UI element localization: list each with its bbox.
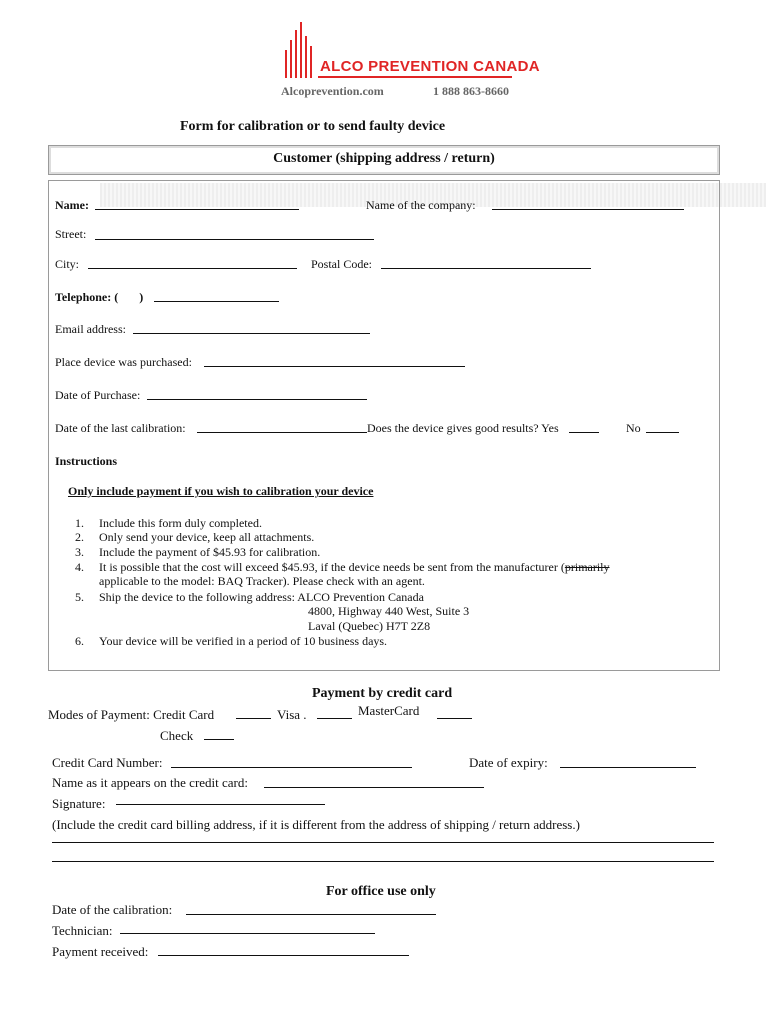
strikethrough-text: primarily: [564, 560, 610, 574]
mastercard-field[interactable]: [437, 718, 472, 719]
instruction-text-cont: applicable to the model: BAQ Tracker). Please check with an agent.: [99, 574, 425, 588]
city-label: City:: [55, 257, 80, 271]
instruction-text: [99, 560, 610, 575]
instruction-num: 3.: [75, 545, 84, 559]
calibration-date-label: Date of the calibration:: [52, 902, 173, 917]
payment-received-label: Payment received:: [52, 944, 149, 959]
signature-label: Signature:: [52, 796, 106, 811]
no-field[interactable]: [646, 432, 679, 433]
billing-address-line-1[interactable]: [52, 842, 714, 843]
company-label: Name of the company:: [366, 198, 476, 212]
payment-section-title: Payment by credit card: [312, 686, 453, 701]
expiry-field[interactable]: [560, 767, 696, 768]
expiry-label: Date of expiry:: [469, 755, 548, 770]
good-results-label: Does the device gives good results? Yes: [367, 421, 559, 435]
city-field[interactable]: [88, 268, 297, 269]
card-number-label: Credit Card Number:: [52, 755, 163, 770]
email-field[interactable]: [133, 333, 370, 334]
last-calibration-field[interactable]: [197, 432, 367, 433]
email-label: Email address:: [55, 322, 126, 336]
yes-field[interactable]: [569, 432, 599, 433]
office-section-title: For office use only: [326, 884, 436, 899]
instruction-num: 5.: [75, 590, 84, 604]
last-calibration-label: Date of the last calibration:: [55, 421, 186, 435]
website-text: Alcoprevention.com: [281, 84, 384, 98]
customer-section-title: Customer (shipping address / return): [273, 151, 495, 166]
technician-label: Technician:: [52, 923, 113, 938]
check-field[interactable]: [204, 739, 234, 740]
check-label: Check: [160, 728, 194, 743]
name-label: Name:: [55, 198, 89, 212]
mastercard-label: MasterCard: [358, 703, 420, 718]
instruction-text: Only send your device, keep all attachments.: [99, 530, 315, 544]
payment-received-field[interactable]: [158, 955, 409, 956]
street-field[interactable]: [95, 239, 374, 240]
name-field[interactable]: [95, 209, 299, 210]
no-label: No: [626, 421, 641, 435]
telephone-label: Telephone: ( ): [55, 290, 144, 304]
instruction-text: Your device will be verified in a period of 10 business days.: [99, 634, 388, 648]
customer-header-box: [48, 145, 720, 175]
visa-field[interactable]: [317, 718, 352, 719]
name-on-card-label: Name as it appears on the credit card:: [52, 775, 248, 790]
place-purchased-label: Place device was purchased:: [55, 355, 192, 369]
company-logo-icon: [283, 22, 317, 78]
instruction-text-part: It is possible that the cost will exceed $45.93, if the device needs be sent from the manufacturer (: [99, 560, 565, 574]
credit-card-field[interactable]: [236, 718, 271, 719]
instruction-text: Ship the device to the following address: ALCO Prevention Canada: [99, 590, 424, 604]
technician-field[interactable]: [120, 933, 375, 934]
telephone-field[interactable]: [154, 301, 279, 302]
visa-label: Visa .: [277, 707, 307, 722]
signature-field[interactable]: [116, 804, 325, 805]
phone-text: 1 888 863-8660: [433, 84, 509, 98]
address-line-2: Laval (Quebec) H7T 2Z8: [308, 619, 431, 633]
address-line-1: 4800, Highway 440 West, Suite 3: [308, 604, 470, 618]
instruction-num: 2.: [75, 530, 84, 544]
billing-address-line-2[interactable]: [52, 861, 714, 862]
instruction-num: 4.: [75, 560, 84, 574]
form-title: Form for calibration or to send faulty device: [180, 119, 446, 134]
date-purchase-label: Date of Purchase:: [55, 388, 141, 402]
instructions-heading: Instructions: [55, 454, 118, 468]
postal-label: Postal Code:: [311, 257, 373, 271]
calibration-date-field[interactable]: [186, 914, 436, 915]
instruction-num: 6.: [75, 634, 84, 648]
postal-field[interactable]: [381, 268, 591, 269]
date-purchase-field[interactable]: [147, 399, 367, 400]
company-field[interactable]: [492, 209, 684, 210]
card-number-field[interactable]: [171, 767, 412, 768]
billing-note: (Include the credit card billing address, if it is different from the address of shipping / return address.): [52, 817, 580, 832]
place-purchased-field[interactable]: [204, 366, 465, 367]
instruction-num: 1.: [75, 516, 84, 530]
instruction-text: Include the payment of $45.93 for calibration.: [99, 545, 321, 559]
modes-payment-label: Modes of Payment: Credit Card: [48, 707, 215, 722]
instruction-text: Include this form duly completed.: [99, 516, 262, 530]
street-label: Street:: [55, 227, 87, 241]
logo-text: ALCO PREVENTION CANADA: [320, 58, 540, 75]
name-on-card-field[interactable]: [264, 787, 484, 788]
logo-underline: [318, 76, 512, 78]
instructions-note: Only include payment if you wish to calibration your device: [68, 484, 374, 498]
